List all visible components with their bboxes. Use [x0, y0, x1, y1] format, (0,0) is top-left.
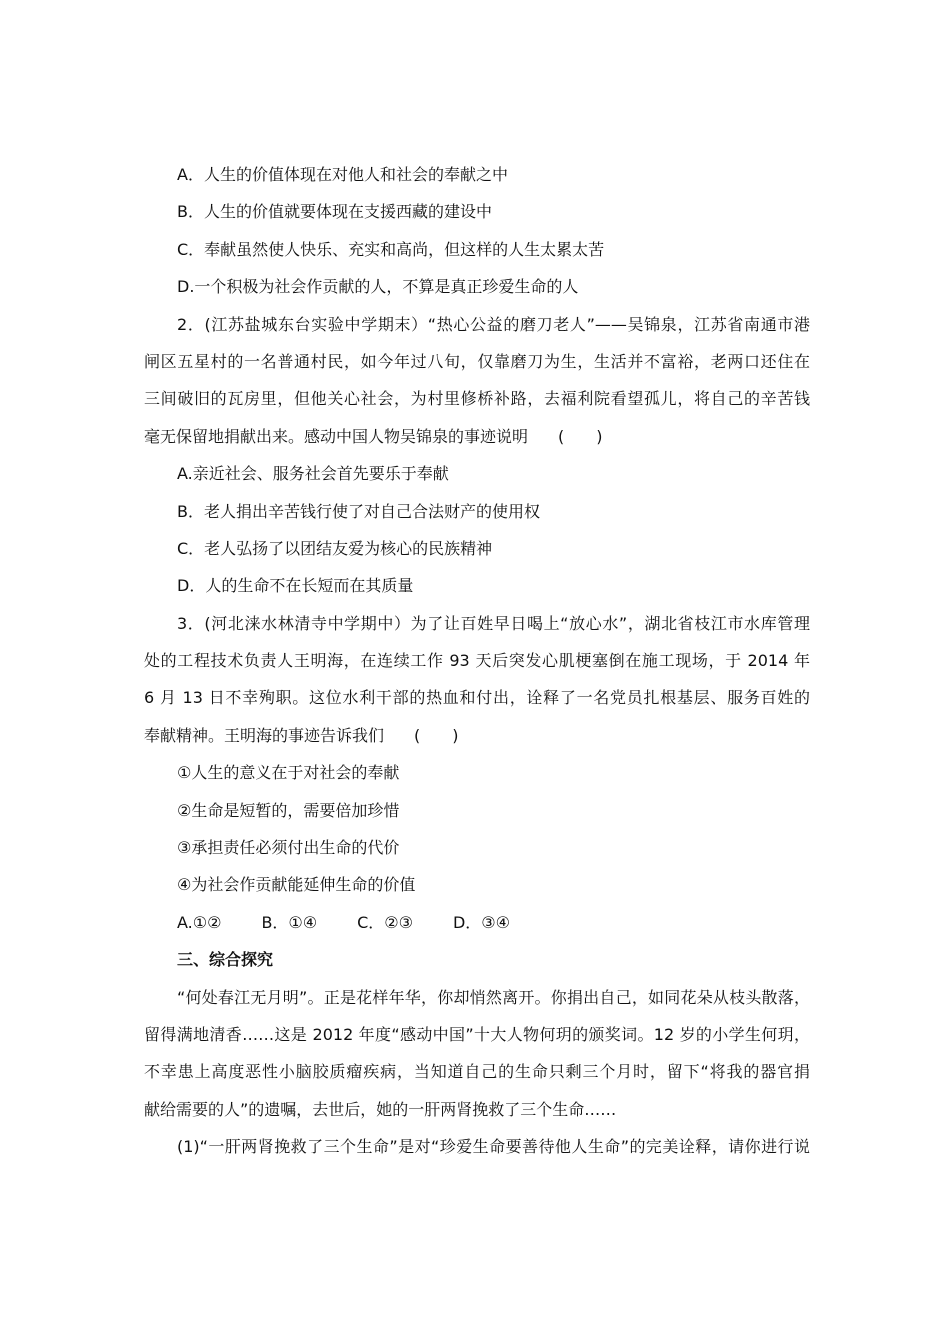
q2-answer-blank: ( ) — [558, 426, 603, 446]
sub-question-1: (1)“一肝两肾挽救了三个生命”是对“珍爱生命要善待他人生命”的完美诠释，请你进行说 — [177, 1137, 810, 1157]
q3-stem-last-line — [144, 717, 810, 754]
q3-stem-line: 处的工程技术负责人王明海，在连续工作 93 天后突发心肌梗塞倒在施工现场，于 2014 年 — [144, 651, 810, 671]
q1-option-a: A．人生的价值体现在对他人和社会的奉献之中 — [177, 165, 508, 184]
q1-option-c: C．奉献虽然使人快乐、充实和高尚，但这样的人生太累太苦 — [177, 239, 605, 259]
q2-stem-line: 三间破旧的瓦房里，但他关心社会，为村里修桥补路，去福利院看望孤儿，将自己的辛苦钱 — [144, 389, 810, 409]
q3-statement-1: ①人生的意义在于对社会的奉献 — [177, 763, 400, 783]
q1-option-d: D.一个积极为社会作贡献的人，不算是真正珍爱生命的人 — [177, 277, 579, 297]
passage-line: 不幸患上高度恶性小脑胶质瘤疾病，当知道自己的生命只剩三个月时，留下“将我的器官捐 — [144, 1062, 810, 1082]
q3-choices — [144, 904, 810, 941]
q3-choice-a: A.①② — [177, 912, 222, 932]
q2-option-d: D．人的生命不在长短而在其质量 — [177, 576, 414, 596]
q3-statement-2: ②生命是短暂的，需要倍加珍惜 — [177, 800, 400, 820]
q2-stem-last-line — [144, 418, 810, 455]
q2-stem-line: 闸区五星村的一名普通村民，如今年过八旬，仅靠磨刀为生，生活并不富裕，老两口还住在 — [144, 351, 810, 371]
q2-stem-line: 2．(江苏盐城东台实验中学期末）“热心公益的磨刀老人”——吴锦泉，江苏省南通市港 — [177, 314, 810, 334]
passage-line: “何处春江无月明”。正是花样年华，你却悄然离开。你捐出自己，如同花朵从枝头散落， — [177, 987, 810, 1007]
q3-choice-b: B．①④ — [261, 912, 318, 932]
q3-stem-line: 3．(河北涞水林清寺中学期中）为了让百姓早日喝上“放心水”，湖北省枝江市水库管理 — [177, 613, 810, 633]
q2-option-a: A.亲近社会、服务社会首先要乐于奉献 — [177, 464, 449, 484]
q3-statement-4: ④为社会作贡献能延伸生命的价值 — [177, 875, 416, 895]
document-body — [144, 156, 810, 1166]
q3-stem-line: 6 月 13 日不幸殉职。这位水利干部的热血和付出，诠释了一名党员扎根基层、服务百姓的 — [144, 688, 810, 708]
section-heading: 三、综合探究 — [177, 950, 274, 970]
q3-stem-text: 奉献精神。王明海的事迹告诉我们 — [144, 725, 385, 745]
q2-option-b: B．老人捐出辛苦钱行使了对自己合法财产的使用权 — [177, 501, 540, 521]
q3-choice-c: C．②③ — [357, 912, 413, 932]
q1-option-b: B．人生的价值就要体现在支援西藏的建设中 — [177, 202, 492, 222]
q3-choice-d: D．③④ — [452, 912, 510, 932]
q2-stem-text: 毫无保留地捐献出来。感动中国人物吴锦泉的事迹说明 — [144, 426, 529, 446]
q3-answer-blank: ( ) — [414, 725, 459, 745]
q3-statement-3: ③承担责任必须付出生命的代价 — [177, 838, 400, 858]
passage-line: 留得满地清香……这是 2012 年度“感动中国”十大人物何玥的颁奖词。12 岁的小学生何玥， — [144, 1024, 810, 1044]
passage-line: 献给需要的人”的遗嘱，去世后，她的一肝两肾挽救了三个生命…… — [144, 1099, 617, 1119]
q2-option-c: C．老人弘扬了以团结友爱为核心的民族精神 — [177, 538, 493, 558]
